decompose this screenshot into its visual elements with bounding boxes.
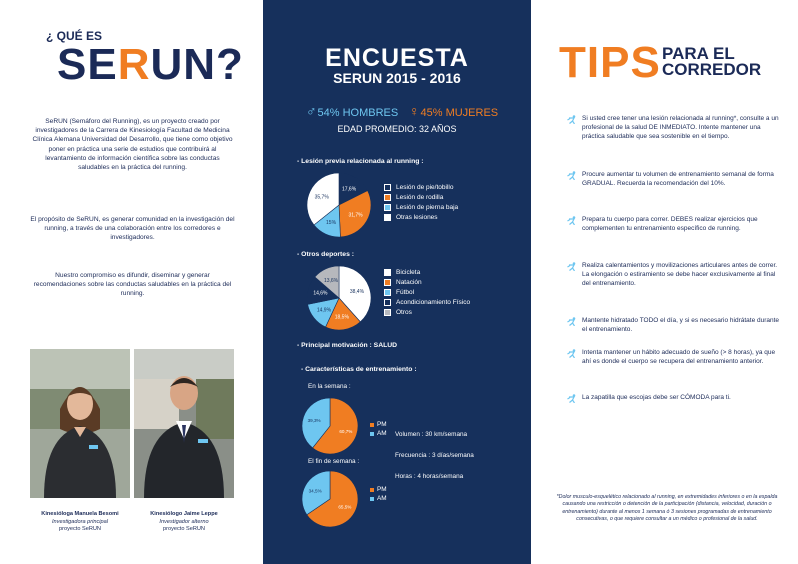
caption-project: proyecto SeRUN — [59, 526, 101, 533]
legend-item — [384, 277, 470, 287]
serun-logo — [57, 40, 244, 90]
male-icon: ♂ — [306, 103, 317, 119]
legend-swatch — [370, 432, 374, 436]
lesion-legend — [384, 182, 458, 223]
legend-swatch — [384, 184, 391, 191]
caption-name: Kinesiólogo Jaime Leppe — [150, 511, 218, 517]
pie-data-label: 14,9% — [316, 307, 332, 314]
section-caracteristicas-title: - Características de entrenamiento : — [301, 366, 417, 373]
tip-item — [566, 114, 781, 141]
legend-label: Natación — [396, 278, 422, 286]
legend-label: PM — [377, 486, 387, 493]
week-pie-chart — [301, 397, 359, 455]
tip-text: Prepara tu cuerpo para correr. DEBES realizar ejercicios que complementen tu entrenamiento específico de running. — [582, 216, 758, 233]
pie-data-label: 13,6% — [323, 278, 339, 285]
tip-text: Intenta mantener un hábito adecuado de sueño (> 8 horas), ya que ahí es donde el cuerpo se recupera del entrenamiento anterior. — [582, 349, 776, 366]
que-es-heading: ¿ QUÉ ES — [46, 29, 103, 43]
week-legend — [370, 420, 387, 438]
tip-item — [566, 215, 781, 233]
weekend-legend — [370, 485, 387, 503]
tips-column — [531, 0, 798, 564]
legend-item — [384, 182, 458, 192]
women-percentage: 45% MUJERES — [420, 107, 499, 119]
tips-corredor: CORREDOR — [662, 60, 762, 79]
frecuencia-text: Frecuencia : 3 días/semana — [395, 452, 474, 459]
women-stat — [409, 103, 498, 119]
photo-jaime-leppe — [134, 349, 234, 498]
logo-un: UN — [150, 40, 217, 89]
legend-label: Otras lesiones — [396, 214, 438, 222]
female-icon: ♀ — [409, 103, 420, 119]
runner-icon — [566, 317, 578, 326]
legend-swatch — [384, 289, 391, 296]
legend-swatch — [370, 497, 374, 501]
deportes-pie-chart — [306, 265, 372, 331]
legend-label: PM — [377, 421, 387, 428]
legend-label: AM — [377, 430, 387, 437]
legend-swatch — [384, 214, 391, 221]
legend-item — [384, 213, 458, 223]
legend-swatch — [384, 279, 391, 286]
section-lesion-title: - Lesión previa relacionada al running : — [297, 158, 424, 165]
caption-project: proyecto SeRUN — [163, 526, 205, 533]
survey-panel — [263, 0, 531, 564]
section-motivacion: - Principal motivación : SALUD — [297, 342, 398, 349]
tip-item — [566, 170, 781, 188]
runner-icon — [566, 171, 578, 180]
legend-item — [384, 267, 470, 277]
volumen-text: Volumen : 30 km/semana — [395, 431, 468, 438]
tip-text: Si usted cree tener una lesión relacionada al running*, consulte a un profesional de la salud DE INMEDIATO. Intente mantener una práctica saludable que sea sostenible en el tiempo. — [582, 115, 779, 141]
legend-item — [370, 494, 387, 503]
legend-label: Lesión de rodilla — [396, 193, 444, 201]
deportes-legend — [384, 267, 470, 318]
runner-icon — [566, 262, 578, 271]
logo-question: ? — [216, 40, 244, 89]
legend-item — [384, 202, 458, 212]
legend-label: Acondicionamiento Físico — [396, 299, 471, 307]
pie-data-label: 38,4% — [349, 288, 365, 295]
purpose-paragraph: El propósito de SeRUN, es generar comunidad en la investigación del running, a través de una colaboración entre los corredores e investigadores. — [30, 216, 235, 242]
legend-item — [370, 429, 387, 438]
tips-para-el: PARA EL — [662, 44, 735, 63]
woman-portrait-illustration — [30, 349, 130, 498]
pie-data-label: 34,5% — [308, 488, 322, 494]
legend-item — [384, 192, 458, 202]
pie-data-label: 15% — [326, 220, 337, 227]
week-label: En la semana : — [308, 383, 351, 390]
weekend-label: El fin de semana : — [308, 458, 360, 465]
pie-data-label: 17,6% — [341, 186, 357, 193]
legend-swatch — [384, 204, 391, 211]
pie-data-label: 31,7% — [348, 212, 363, 219]
tip-item — [566, 348, 781, 366]
legend-item — [370, 420, 387, 429]
runner-icon — [566, 349, 578, 358]
horas-text: Horas : 4 horas/semana — [395, 473, 464, 480]
runner-icon — [566, 115, 578, 124]
runner-icon — [566, 216, 578, 225]
legend-label: AM — [377, 495, 387, 502]
legend-swatch — [384, 299, 391, 306]
men-percentage: 54% HOMBRES — [317, 107, 399, 119]
caption-manuela — [25, 511, 135, 534]
legend-swatch — [370, 423, 374, 427]
survey-title: ENCUESTA — [325, 44, 469, 72]
legend-item — [384, 298, 470, 308]
legend-label: Lesión de pie/tobillo — [396, 183, 454, 191]
man-portrait-illustration — [134, 349, 234, 498]
legend-swatch — [384, 269, 391, 276]
intro-paragraph: SeRUN (Semáforo del Running), es un proyecto creado por investigadores de la Carrera de Kinesiología Facultad de Medicina Clínica Alemana Universidad del Desarrollo, que tiene como objetivo poner en práctica una serie de estudios que contribuirá al levantamiento de información científica sobre las conductas saludables en la práctica del running. — [32, 118, 233, 172]
tip-item — [566, 261, 781, 288]
men-stat — [306, 103, 398, 119]
legend-swatch — [384, 309, 391, 316]
pie-data-label: 35,7% — [314, 194, 329, 201]
pie-data-label: 65,5% — [338, 504, 352, 510]
survey-subtitle: SERUN 2015 - 2016 — [333, 70, 461, 86]
commitment-paragraph: Nuestro compromiso es difundir, diseminar y generar recomendaciones sobre las conductas saludables en la práctica del running. — [33, 272, 232, 298]
tip-text: Realiza calentamientos y movilizaciones articulares antes de correr. La elongación o estiramiento se debe hacer exclusivamente al final del entrenamiento. — [582, 262, 778, 288]
average-age: EDAD PROMEDIO: 32 AÑOS — [337, 124, 457, 134]
caption-role: Investigador alterno — [159, 518, 209, 525]
legend-label: Fútbol — [396, 288, 415, 296]
pie-data-label: 39,3% — [307, 418, 321, 424]
tips-subheading — [662, 46, 761, 78]
legend-swatch — [384, 194, 391, 201]
left-column — [0, 0, 262, 564]
caption-role: Investigadora principal — [52, 518, 108, 525]
tips-heading: TIPS — [559, 38, 661, 87]
logo-r: R — [117, 40, 151, 89]
caption-jaime — [129, 511, 239, 534]
tip-text: Mantente hidratado TODO el día, y si es necesario hidrátate durante el entrenamiento. — [582, 317, 780, 334]
legend-label: Bicicleta — [396, 268, 421, 276]
lesion-pie-chart — [306, 172, 372, 238]
tip-item — [566, 316, 781, 334]
legend-item — [384, 308, 470, 318]
caption-name: Kinesióloga Manuela Besomi — [41, 511, 119, 517]
tip-text: La zapatilla que escojas debe ser CÓMODA para ti. — [582, 394, 731, 401]
pie-data-label: 60,7% — [339, 429, 353, 435]
runner-icon — [566, 394, 578, 403]
legend-item — [370, 485, 387, 494]
photo-manuela-besomi — [30, 349, 130, 498]
logo-se: SE — [57, 40, 118, 89]
legend-label: Otros — [396, 309, 412, 317]
weekend-pie-chart — [301, 470, 359, 528]
pie-data-label: 14,6% — [313, 290, 328, 297]
legend-swatch — [370, 488, 374, 492]
tip-item — [566, 393, 781, 402]
section-deportes-title: - Otros deportes : — [297, 251, 355, 258]
tip-text: Procure aumentar tu volumen de entrenamiento semanal de forma GRADUAL. Recuerda la recomendación del 10%. — [582, 171, 774, 188]
legend-item — [384, 287, 470, 297]
pie-data-label: 18,5% — [334, 314, 349, 321]
footnote: *Dolor musculo-esquelético relacionado al running, en extremidades inferiores o en la espalda causando una restricción o detención de la participación (distancia, velocidad, duración o entrenamiento) durante al menos 1 semana ó 3 sesiones programadas de entrenamiento consecutivas, o que requiere consultar a un médico o profesional de la salud. — [556, 494, 778, 522]
legend-label: Lesión de pierna baja — [396, 203, 459, 211]
